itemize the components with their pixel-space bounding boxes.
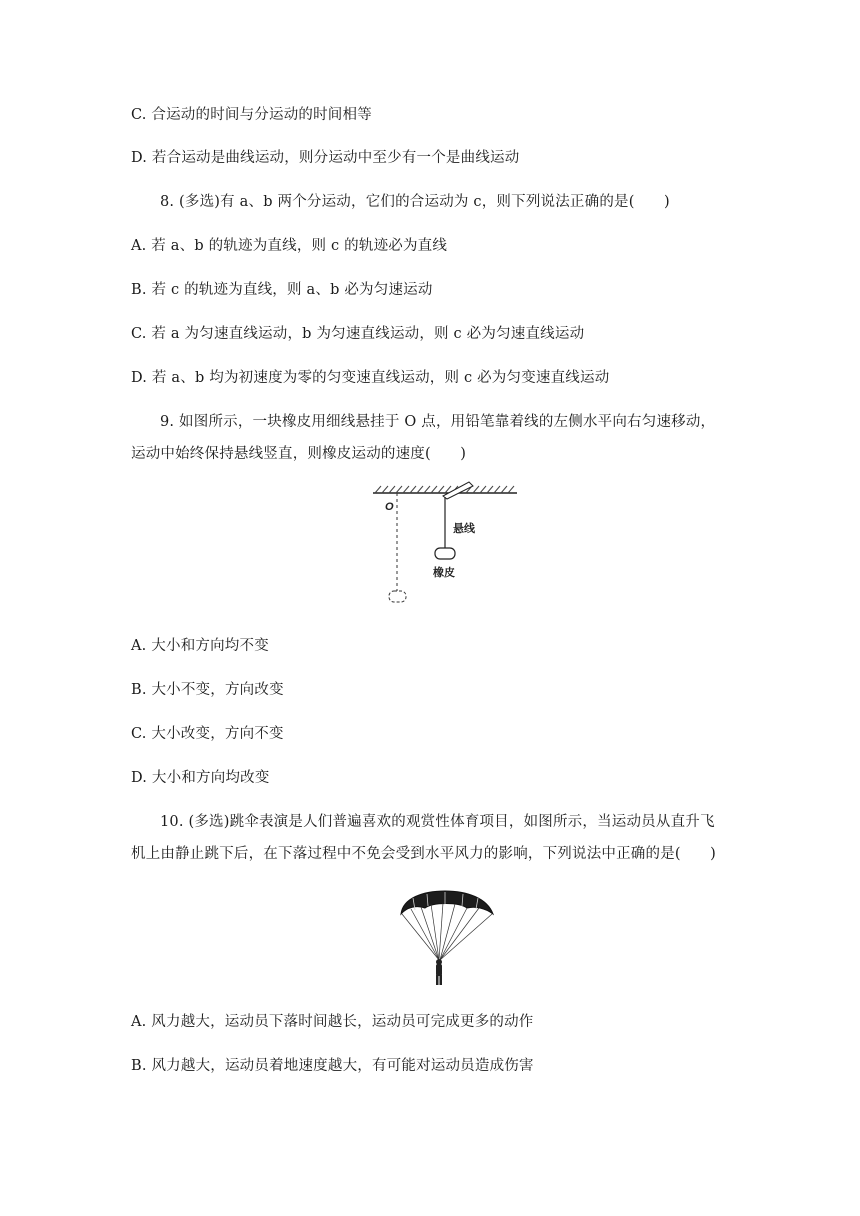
parachutist-illustration (393, 888, 497, 988)
string-label: 悬线 (453, 522, 475, 535)
question-8-stem: 8. (多选)有 a、b 两个分运动，它们的合运动为 c，则下列说法正确的是( ) (160, 194, 670, 210)
ceiling-hatching (375, 486, 514, 493)
jumper-figure (436, 959, 442, 985)
eraser-shape (435, 548, 455, 559)
point-o-label: O (385, 501, 394, 513)
parachute-canopy (401, 891, 493, 914)
question-8-option-b: B. 若 c 的轨迹为直线，则 a、b 必为匀速运动 (131, 282, 433, 298)
option-d-q7: D. 若合运动是曲线运动，则分运动中至少有一个是曲线运动 (131, 150, 520, 166)
suspension-lines (402, 903, 492, 960)
question-10-stem-line-1: 10. (多选)跳伞表演是人们普遍喜欢的观赏性体育项目，如图所示，当运动员从直升飞 (160, 814, 715, 830)
question-8-option-a: A. 若 a、b 的轨迹为直线，则 c 的轨迹必为直线 (131, 238, 448, 254)
question-9-stem-line-1: 9. 如图所示，一块橡皮用细线悬挂于 O 点，用铅笔靠着线的左侧水平向右匀速移动， (160, 414, 716, 430)
question-10-option-a: A. 风力越大，运动员下落时间越长，运动员可完成更多的动作 (131, 1014, 534, 1030)
question-8-option-d: D. 若 a、b 均为初速度为零的匀变速直线运动，则 c 必为匀变速直线运动 (131, 370, 610, 386)
question-8-option-c: C. 若 a 为匀速直线运动，b 为匀速直线运动，则 c 必为匀速直线运动 (131, 326, 585, 342)
question-10-stem-line-2: 机上由静止跳下后，在下落过程中不免会受到水平风力的影响，下列说法中正确的是( ) (131, 846, 717, 862)
question-9-stem-line-2: 运动中始终保持悬线竖直，则橡皮运动的速度( ) (131, 446, 467, 462)
question-9-option-d: D. 大小和方向均改变 (131, 770, 270, 786)
eraser-diagram (365, 478, 525, 610)
question-9-option-a: A. 大小和方向均不变 (131, 638, 269, 654)
option-c-q7: C. 合运动的时间与分运动的时间相等 (131, 107, 372, 123)
eraser-label: 橡皮 (433, 566, 455, 579)
initial-eraser-dashed (389, 591, 406, 602)
question-10-option-b: B. 风力越大，运动员着地速度越大，有可能对运动员造成伤害 (131, 1058, 534, 1074)
question-9-option-c: C. 大小改变，方向不变 (131, 726, 284, 742)
question-9-option-b: B. 大小不变，方向改变 (131, 682, 284, 698)
